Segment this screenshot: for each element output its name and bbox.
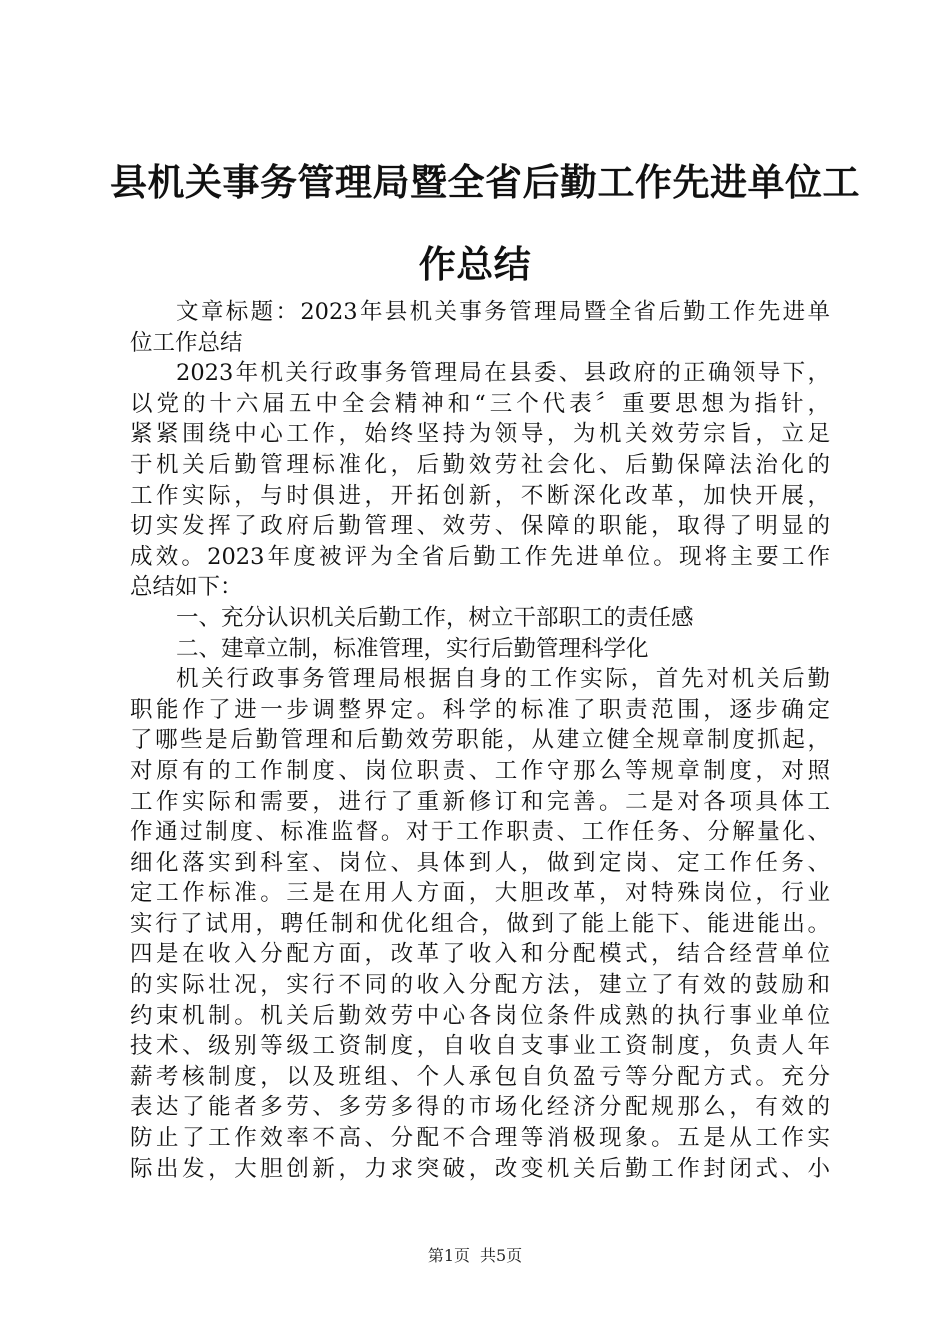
body-line: 薪考核制度，以及班组、个人承包自负盈亏等分配方式。充分 [130,1063,830,1090]
body-line: 紧紧围绕中心工作，始终坚持为领导，为机关效劳宗旨，立足 [130,421,830,448]
document-body [130,297,830,1184]
body-line: 细化落实到科室、岗位、具体到人，做到定岗、定工作任务、 [130,849,830,876]
body-line: 2023年机关行政事务管理局在县委、县政府的正确领导下， [176,360,830,387]
body-line: 以党的十六届五中全会精神和“三个代表〞重要思想为指针， [130,390,830,417]
page-number: 第1页 [427,1246,470,1265]
body-line: 切实发挥了政府后勤管理、效劳、保障的职能，取得了明显的 [130,513,830,540]
body-line: 表达了能者多劳、多劳多得的市场化经济分配规那么，有效的 [130,1094,830,1121]
body-line: 工作实际，与时俱进，开拓创新，不断深化改革，加快开展， [130,482,830,509]
body-line: 约束机制。机关后勤效劳中心各岗位条件成熟的执行事业单位 [130,1002,830,1029]
body-line: 职能作了进一步调整界定。科学的标准了职责范围，逐步确定 [130,696,830,723]
body-line: 作通过制度、标准监督。对于工作职责、工作任务、分解量化、 [130,819,830,846]
body-line: 对原有的工作制度、岗位职责、工作守那么等规章制度，对照 [130,757,830,784]
document-title-line-1: 县机关事务管理局暨全省后勤工作先进单位工 [110,160,860,204]
body-line: 定工作标准。三是在用人方面，大胆改革，对特殊岗位，行业 [130,880,830,907]
body-line: 文章标题：2023年县机关事务管理局暨全省后勤工作先进单 [176,299,830,325]
section-heading-1: 一、充分认识机关后勤工作，树立干部职工的责任感 [176,604,694,631]
section-heading-2: 二、建章立制，标准管理，实行后勤管理科学化 [176,635,649,662]
body-line: 机关行政事务管理局根据自身的工作实际，首先对机关后勤 [176,666,830,693]
body-line: 防止了工作效率不高、分配不合理等消极现象。五是从工作实 [130,1125,830,1152]
page-footer [0,1246,950,1266]
body-line: 总结如下： [130,574,243,601]
page-total: 共5页 [480,1246,523,1265]
body-line: 四是在收入分配方面，改革了收入和分配模式，结合经营单位 [130,941,830,968]
body-line: 实行了试用，聘任制和优化组合，做到了能上能下、能进能出。 [130,910,830,937]
body-line: 于机关后勤管理标准化，后勤效劳社会化、后勤保障法治化的 [130,451,830,478]
document-title-line-2: 作总结 [418,242,532,286]
body-line: 了哪些是后勤管理和后勤效劳职能，从建立健全规章制度抓起， [130,727,830,754]
body-line: 工作实际和需要，进行了重新修订和完善。二是对各项具体工 [130,788,830,815]
body-line: 的实际壮况，实行不同的收入分配方法，建立了有效的鼓励和 [130,972,830,999]
body-line: 际出发，大胆创新，力求突破，改变机关后勤工作封闭式、小 [130,1155,830,1182]
body-line: 成效。2023年度被评为全省后勤工作先进单位。现将主要工作 [130,543,830,570]
body-line: 技术、级别等级工资制度，自收自支事业工资制度，负责人年 [130,1033,830,1060]
body-line: 位工作总结 [130,329,243,356]
